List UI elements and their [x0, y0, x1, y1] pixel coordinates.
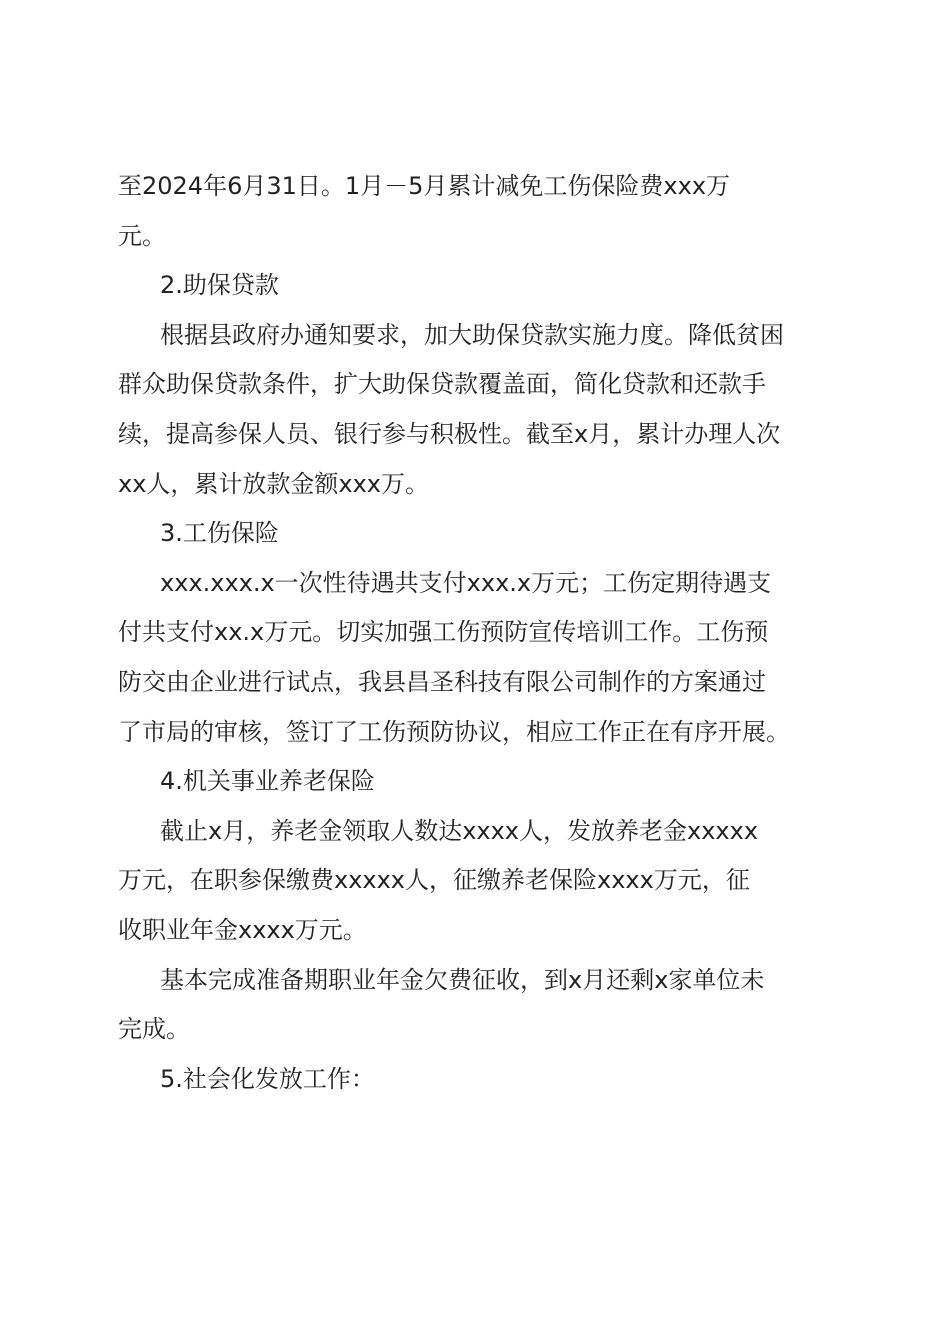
text-line: 完成。 — [118, 1015, 190, 1044]
text-line: 根据县政府办通知要求，加大助保贷款实施力度。降低贫困 — [160, 320, 784, 349]
text-line: 4.机关事业养老保险 — [160, 767, 375, 796]
text-line: 至2024年6月31日。1月－5月累计减免工伤保险费xxx万 — [118, 172, 731, 200]
text-line: 2.助保贷款 — [160, 271, 279, 300]
text-line: 元。 — [118, 221, 166, 250]
text-line: 防交由企业进行试点，我县昌圣科技有限公司制作的方案通过 — [118, 667, 766, 696]
text-line: xx人，累计放款金额xxx万。 — [118, 469, 430, 498]
text-line: 万元，在职参保缴费xxxxx人，征缴养老保险xxxx万元，征 — [118, 866, 750, 895]
text-line: 基本完成准备期职业年金欠费征收，到x月还剩x家单位未 — [160, 965, 765, 994]
text-line: 3.工伤保险 — [160, 519, 279, 548]
text-line: 付共支付xx.x万元。切实加强工伤预防宣传培训工作。工伤预 — [118, 618, 769, 647]
text-line: 5.社会化发放工作： — [160, 1064, 375, 1093]
text-line: 截止x月，养老金领取人数达xxxx人，发放养老金xxxxx — [160, 816, 759, 845]
document-body — [118, 162, 834, 1104]
text-line: xxx.xxx.x一次性待遇共支付xxx.x万元；工伤定期待遇支 — [160, 568, 772, 597]
text-line: 了市局的审核，签订了工伤预防协议，相应工作正在有序开展。 — [118, 717, 790, 746]
text-line: 群众助保贷款条件，扩大助保贷款覆盖面，简化贷款和还款手 — [118, 370, 766, 399]
text-line: 收职业年金xxxx万元。 — [118, 915, 367, 944]
text-line: 续，提高参保人员、银行参与积极性。截至x月，累计办理人次 — [118, 419, 781, 448]
